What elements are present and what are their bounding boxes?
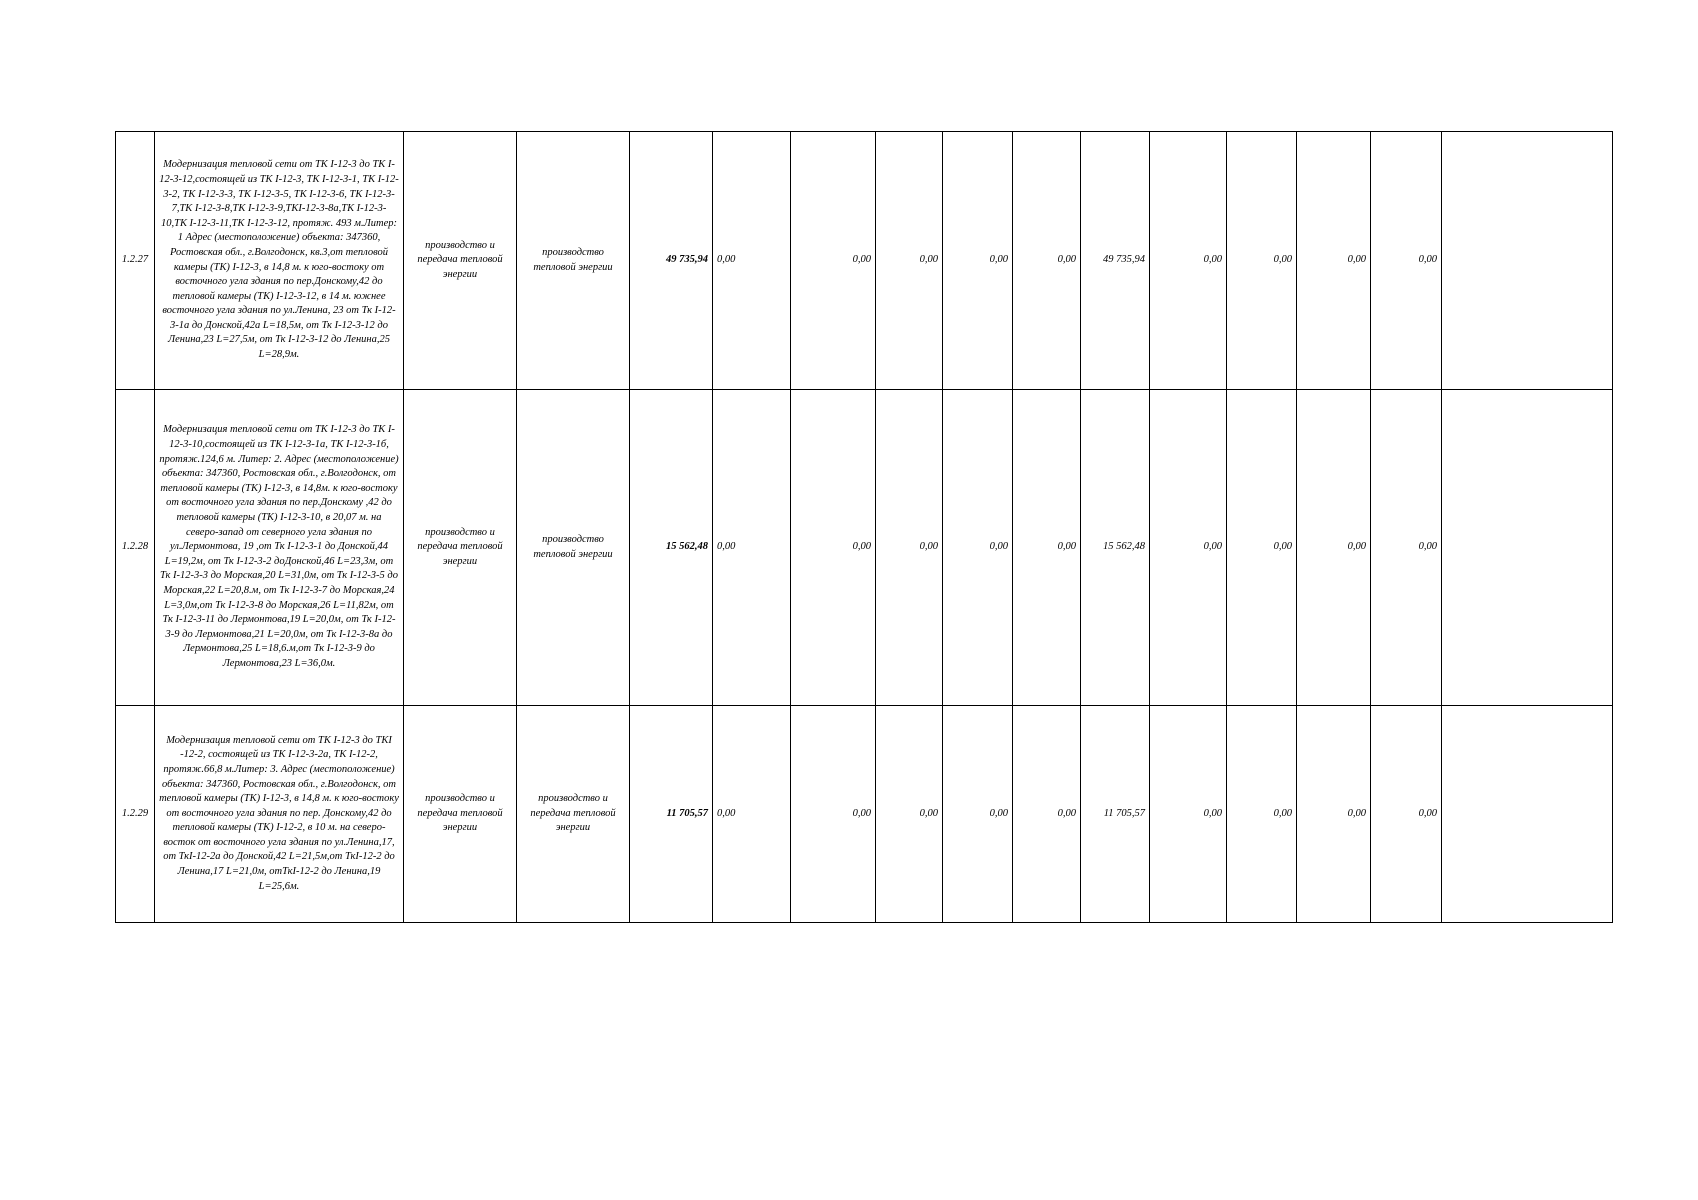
- value-cell: 0,00: [1013, 706, 1081, 923]
- value-cell: 0,00: [1297, 706, 1371, 923]
- total-cost: 15 562,48: [630, 390, 713, 706]
- activity-subtype: производство тепловой энергии: [517, 132, 630, 390]
- value-cell: 11 705,57: [1081, 706, 1150, 923]
- value-cell: 0,00: [791, 132, 876, 390]
- activity-type: производство и передача тепловой энергии: [404, 706, 517, 923]
- value-cell: 0,00: [1371, 132, 1442, 390]
- value-cell: 49 735,94: [1081, 132, 1150, 390]
- value-cell: 0,00: [1013, 132, 1081, 390]
- activity-subtype: производство тепловой энергии: [517, 390, 630, 706]
- value-cell: 0,00: [1371, 390, 1442, 706]
- total-cost: 49 735,94: [630, 132, 713, 390]
- activity-type: производство и передача тепловой энергии: [404, 390, 517, 706]
- value-cell: 0,00: [1371, 706, 1442, 923]
- value-cell: 0,00: [876, 706, 943, 923]
- value-cell: 0,00: [1150, 706, 1227, 923]
- value-cell: 0,00: [1150, 132, 1227, 390]
- activity-type: производство и передача тепловой энергии: [404, 132, 517, 390]
- investment-program-table: [115, 131, 1613, 923]
- activity-subtype: производство и передача тепловой энергии: [517, 706, 630, 923]
- table-row: [116, 390, 1613, 706]
- row-number: 1.2.29: [116, 706, 155, 923]
- table-row: [116, 132, 1613, 390]
- value-cell: 0,00: [1227, 132, 1297, 390]
- value-cell: 0,00: [1297, 132, 1371, 390]
- empty-cell: [1442, 706, 1613, 923]
- object-description: Модернизация тепловой сети от ТК I-12-3 до ТКI -12-2, состоящей из ТК I-12-3-2а, ТК I-12-2, протяж.66,8 м.Литер: 3. Адрес (местоположение) объекта: 347360, Ростовская обл., г.Волгодонск, от тепловой камеры (ТК) I-12-3, в 14,8 м. к юго-востоку от восточного угла здания по пер. Донскому,42 до тепловой камеры (ТК) I-12-2, в 10 м. на северо-восток от восточного угла здания по ул.Ленина,17, от ТкI-12-2а до Донской,42 L=21,5м,от ТкI-12-2 до Ленина,17 L=21,0м, отТкI-12-2 до Ленина,19 L=25,6м.: [155, 706, 404, 923]
- value-cell: 0,00: [713, 390, 791, 706]
- value-cell: 0,00: [1150, 390, 1227, 706]
- value-cell: 0,00: [943, 706, 1013, 923]
- object-description: Модернизация тепловой сети от ТК I-12-3 до ТК I-12-3-12,состоящей из ТК I-12-3, ТК I-12-3-1, ТК I-12-3-2, ТК I-12-3-3, ТК I-12-3-5, ТК I-12-3-6, ТК I-12-3-7,ТК I-12-3-8,ТК I-12-3-9,ТКI-12-3-8а,ТК I-12-3-10,ТК I-12-3-11,ТК I-12-3-12, протяж. 493 м.Литер: 1 Адрес (местоположение) объекта: 347360, Ростовская обл., г.Волгодонск, кв.3,от тепловой камеры (ТК) I-12-3, в 14,8 м. к юго-востоку от восточного угла здания по пер.Донскому,42 до тепловой камеры (ТК) I-12-3-12, в 14 м. южнее восточного угла здания по ул.Ленина, 23 от Тк I-12-3-1а до Донской,42а L=18,5м, от Тк I-12-3-12 до Ленина,23 L=27,5м, от Тк I-12-3-12 до Ленина,25 L=28,9м.: [155, 132, 404, 390]
- value-cell: 0,00: [943, 390, 1013, 706]
- value-cell: 0,00: [1227, 706, 1297, 923]
- value-cell: 0,00: [713, 706, 791, 923]
- row-number: 1.2.27: [116, 132, 155, 390]
- table-row: [116, 706, 1613, 923]
- value-cell: 0,00: [1227, 390, 1297, 706]
- value-cell: 0,00: [943, 132, 1013, 390]
- value-cell: 0,00: [1297, 390, 1371, 706]
- value-cell: 0,00: [791, 706, 876, 923]
- empty-cell: [1442, 390, 1613, 706]
- object-description: Модернизация тепловой сети от ТК I-12-3 до ТК I-12-3-10,состоящей из ТК I-12-3-1а, ТК I-12-3-1б, протяж.124,6 м. Литер: 2. Адрес (местоположение) объекта: 347360, Ростовская обл., г.Волгодонск, от тепловой камеры (ТК) I-12-3, в 14,8м. к юго-востоку от восточного угла здания по пер.Донскому ,42 до тепловой камеры (ТК) I-12-3-10, в 20,07 м. на северо-запад от северного угла здания по ул.Лермонтова, 19 ,от Тк I-12-3-1 до Донской,44 L=19,2м, от Тк I-12-3-2 доДонской,46 L=23,3м, от Тк I-12-3-3 до Морская,20 L=31,0м, от Тк I-12-3-5 до Морская,22 L=20,8.м, от Тк I-12-3-7 до Морская,24 L=3,0м,от Тк I-12-3-8 до Морская,26 L=11,82м, от Тк I-12-3-11 до Лермонтова,19 L=20,0м, от Тк I-12-3-9 до Лермонтова,21 L=20,0м, от Тк I-12-3-8а до Лермонтова,25 L=18,6.м,от Тк I-12-3-9 до Лермонтова,23 L=36,0м.: [155, 390, 404, 706]
- value-cell: 0,00: [876, 132, 943, 390]
- value-cell: 15 562,48: [1081, 390, 1150, 706]
- value-cell: 0,00: [713, 132, 791, 390]
- value-cell: 0,00: [1013, 390, 1081, 706]
- row-number: 1.2.28: [116, 390, 155, 706]
- total-cost: 11 705,57: [630, 706, 713, 923]
- value-cell: 0,00: [791, 390, 876, 706]
- value-cell: 0,00: [876, 390, 943, 706]
- empty-cell: [1442, 132, 1613, 390]
